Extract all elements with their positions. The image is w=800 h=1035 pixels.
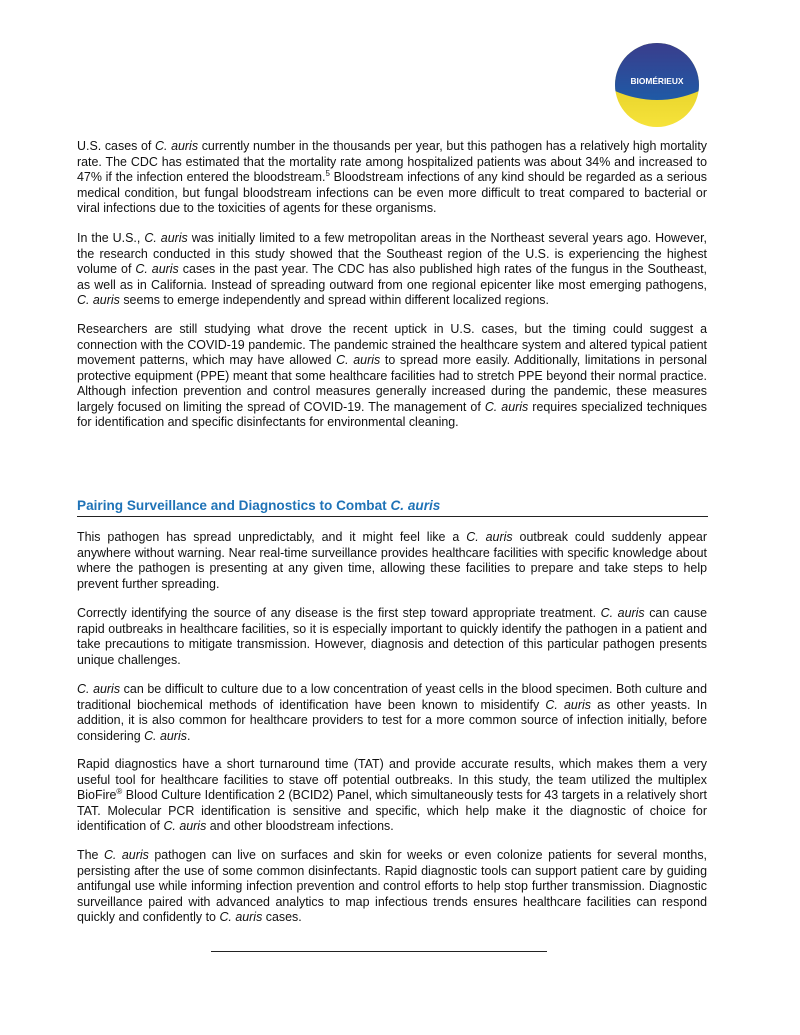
logo-wordmark: BIOMÉRIEUX <box>630 76 684 86</box>
body-paragraph <box>77 322 707 431</box>
italic-species-name: C. auris <box>155 139 199 153</box>
italic-species-name: C. auris <box>163 819 207 833</box>
superscript: ® <box>116 786 123 796</box>
italic-species-name: C. auris <box>103 848 149 862</box>
italic-species-name: C. auris <box>219 910 263 924</box>
text-run: currently number in the thousands per year, but this pathogen has a relatively high mortality rate. The CDC has estimated that the mortality rate among hospitalized patients was about 34% and increased to 47% if the infection entered the bloodstream. <box>77 139 707 184</box>
text-run: Blood Culture Identification 2 (BCID2) Panel, which simultaneously tests for 43 targets in a relatively short TAT. Molecular PCR identification is sensitive and specific, which help make it the diagnostic of choice for identification of <box>77 788 707 833</box>
italic-species-name: C. auris <box>77 682 121 696</box>
text-run: Correctly identifying the source of any disease is the first step toward appropriate treatment. <box>77 606 601 620</box>
text-run: can cause rapid outbreaks in healthcare facilities, so it is especially important to quickly identify the pathogen in a patient and take precautions to mitigate transmission. However, diagnosis and detection of this particular pathogen presents unique challenges. <box>77 606 707 667</box>
italic-species-name: C. auris <box>545 697 591 712</box>
text-run: Rapid diagnostics have a short turnaround time (TAT) and provide accurate results, which makes them a very useful tool for healthcare facilities to stave off potential outbreaks. In this study, the team utilized the multiplex BioFire <box>77 757 707 802</box>
italic-species-name: C. auris <box>77 293 120 307</box>
superscript: 5 <box>325 168 330 178</box>
text-run: as other yeasts. In addition, it is also common for healthcare providers to test for a more common source of infection initially, before considering <box>77 697 707 743</box>
italic-species-name: C. auris <box>390 498 441 513</box>
text-run: . <box>186 728 191 743</box>
text-run: Researchers are still studying what drove the recent uptick in U.S. cases, but the timing could suggest a connection with the COVID-19 pandemic. The pandemic strained the healthcare system and altered typical patient movement patterns, which may have allowed <box>77 322 707 367</box>
text-run: outbreak could suddenly appear anywhere without warning. Near real-time surveillance provides healthcare facilities with specific knowledge about where the pathogen is presenting at any given time, allowing these facilities to prepare and take steps to help prevent further spreading. <box>77 530 707 591</box>
text-run: cases in the past year. The CDC has also published high rates of the fungus in the Southeast, as well as in California. Instead of spreading outward from one regional epicenter like most emerging pathogens, <box>77 262 707 292</box>
text-run: The <box>77 848 104 862</box>
body-paragraph <box>77 530 707 592</box>
text-run: Pairing Surveillance and Diagnostics to Combat <box>77 498 391 513</box>
body-paragraph <box>77 231 707 309</box>
body-paragraph <box>77 848 707 926</box>
italic-species-name: C. auris <box>336 353 381 367</box>
text-run: and other bloodstream infections. <box>206 819 394 833</box>
text-run: pathogen can live on surfaces and skin for weeks or even colonize patients for several months, persisting after the use of some common disinfectants. Rapid diagnostic tools can support patient care by guiding antifungal use while informing infection prevention and control efforts to help stop further transmission. Diagnostic surveillance paired with advanced analytics to map infectious trends ensures healthcare facilities can respond quickly and confidently to <box>77 848 707 924</box>
italic-species-name: C. auris <box>484 399 529 414</box>
text-run: This pathogen has spread unpredictably, and it might feel like a <box>77 530 467 544</box>
italic-species-name: C. auris <box>144 728 187 743</box>
text-run: In the U.S., <box>77 231 145 245</box>
text-run: U.S. cases of <box>77 139 155 153</box>
italic-species-name: C. auris <box>135 262 179 276</box>
biomerieux-logo <box>615 43 699 127</box>
body-paragraph <box>77 139 707 217</box>
text-run: Bloodstream infections of any kind should be regarded as a serious medical condition, but fungal bloodstream infections can be even more difficult to treat compared to bacterial or viral infections due to the toxicities of agents for these organisms. <box>77 170 707 215</box>
italic-species-name: C. auris <box>144 231 188 245</box>
italic-species-name: C. auris <box>466 530 513 544</box>
body-paragraph <box>77 757 707 835</box>
text-run: can be difficult to culture due to a low concentration of yeast cells in the blood specimen. Both culture and traditional biochemical methods of identification have been known to misidentify <box>77 682 707 712</box>
section-heading <box>77 498 708 517</box>
footnote-divider <box>211 951 547 952</box>
body-paragraph <box>77 606 707 668</box>
text-run: seems to emerge independently and spread within different localized regions. <box>119 293 549 307</box>
italic-species-name: C. auris <box>600 606 645 620</box>
body-paragraph <box>77 682 707 744</box>
text-run: was initially limited to a few metropolitan areas in the Northeast several years ago. However, the research conducted in this study showed that the Southeast region of the U.S. is experiencing the highest volume of <box>77 231 707 276</box>
text-run: cases. <box>262 910 302 924</box>
text-run: to spread more easily. Additionally, limitations in personal protective equipment (PPE) meant that some healthcare facilities had to stretch PPE beyond their normal practice. Although infection prevention and control measures generally increased during the pandemic, these measures largely focused on limiting the spread of COVID-19. The management of <box>77 353 707 414</box>
text-run: requires specialized techniques for identification and specific disinfectants for environmental cleaning. <box>77 399 707 429</box>
